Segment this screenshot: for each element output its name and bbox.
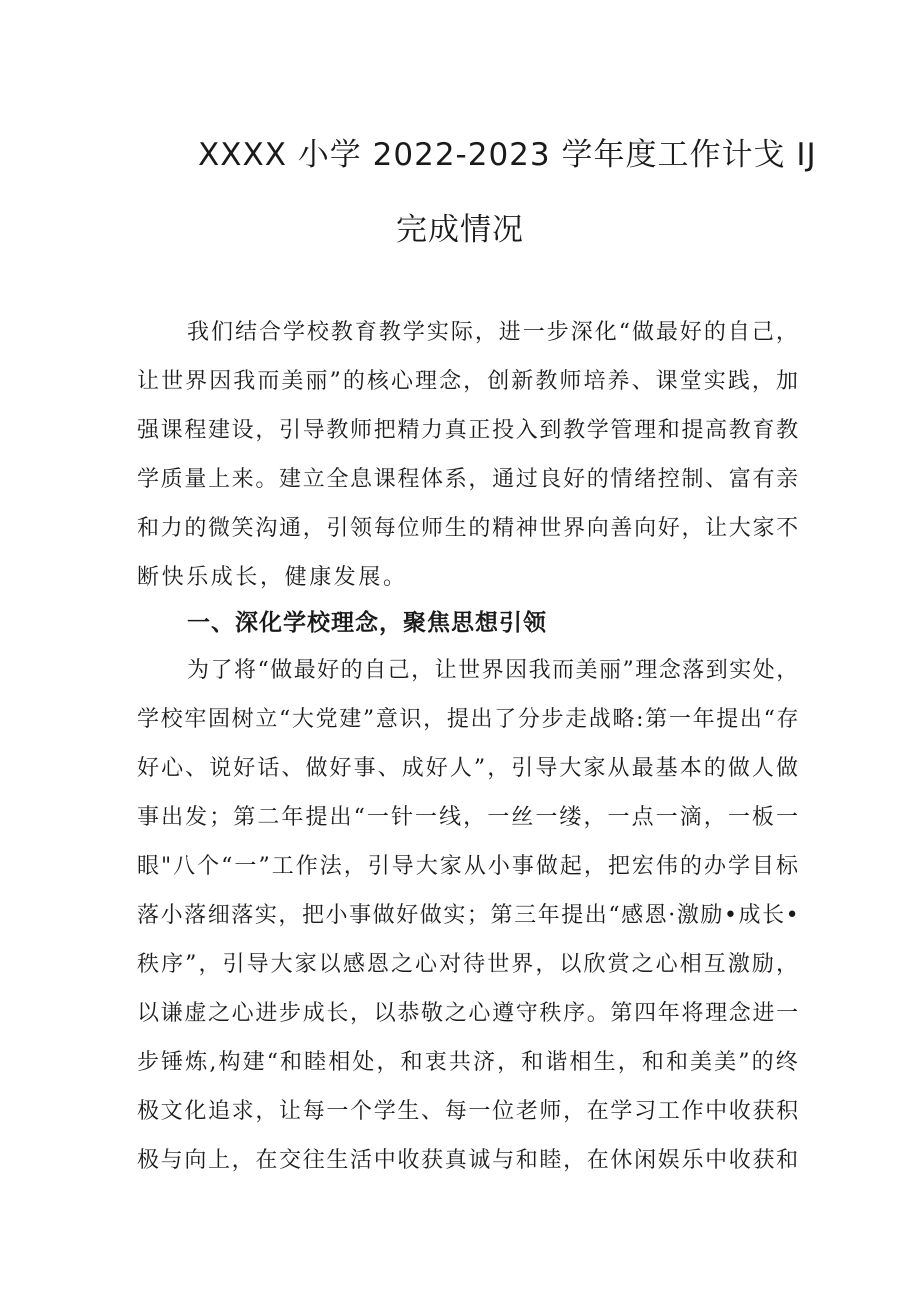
section-1-paragraph-line: 以谦虚之心进步成长，以恭敬之心遵守秩序。第四年将理念进一 — [137, 1001, 800, 1026]
section-1-paragraph-line: 为了将“做最好的自己，让世界因我而美丽”理念落到实处， — [187, 658, 800, 683]
section-1-paragraph-line: 事出发；第二年提出“一针一线，一丝一缕，一点一滴，一板一 — [137, 805, 801, 830]
document-title-line-2: 完成情况 — [396, 212, 524, 248]
intro-paragraph-line: 让世界因我而美丽”的核心理念，创新教师培养、课堂实践，加 — [137, 369, 801, 394]
section-1-paragraph-line: 眼"八个“一”工作法，引导大家从小事做起，把宏伟的办学目标 — [137, 854, 801, 879]
section-1-paragraph-line: 学校牢固树立“大党建”意识，提出了分步走战略:第一年提出“存 — [137, 707, 801, 732]
section-1-paragraph-line: 好心、说好话、做好事、成好人”，引导大家从最基本的做人做 — [137, 756, 801, 781]
intro-paragraph-line: 和力的微笑沟通，引领每位师生的精神世界向善向好，让大家不 — [137, 516, 800, 541]
document-title-line-1: XXXX 小学 2022-2023 学年度工作计戈 IJ — [198, 137, 817, 173]
intro-paragraph-line: 强课程建设，引导教师把精力真正投入到教学管理和提高教育教 — [137, 418, 800, 443]
section-1-paragraph-line: 秩序”，引导大家以感恩之心对待世界，以欣赏之心相互激励， — [137, 952, 801, 977]
section-1-paragraph-line: 极与向上，在交往生活中收获真诚与和睦，在休闲娱乐中收获和 — [137, 1148, 800, 1173]
intro-paragraph-line: 学质量上来。建立全息课程体系，通过良好的情绪控制、富有亲 — [137, 467, 800, 492]
section-1-heading: 一、深化学校理念，聚焦思想引领 — [187, 610, 547, 636]
section-1-paragraph-line: 落小落细落实，把小事做好做实；第三年提出“感恩·激励•成长• — [137, 903, 801, 928]
intro-paragraph-line: 我们结合学校教育教学实际，进一步深化“做最好的自己， — [187, 320, 800, 345]
intro-paragraph-line: 断快乐成长，健康发展。 — [137, 565, 408, 590]
section-1-paragraph-line: 步锤炼,构建“和睦相处，和衷共济，和谐相生，和和美美”的终 — [137, 1050, 800, 1075]
section-1-paragraph-line: 极文化追求，让每一个学生、每一位老师，在学习工作中收获积 — [137, 1099, 800, 1124]
